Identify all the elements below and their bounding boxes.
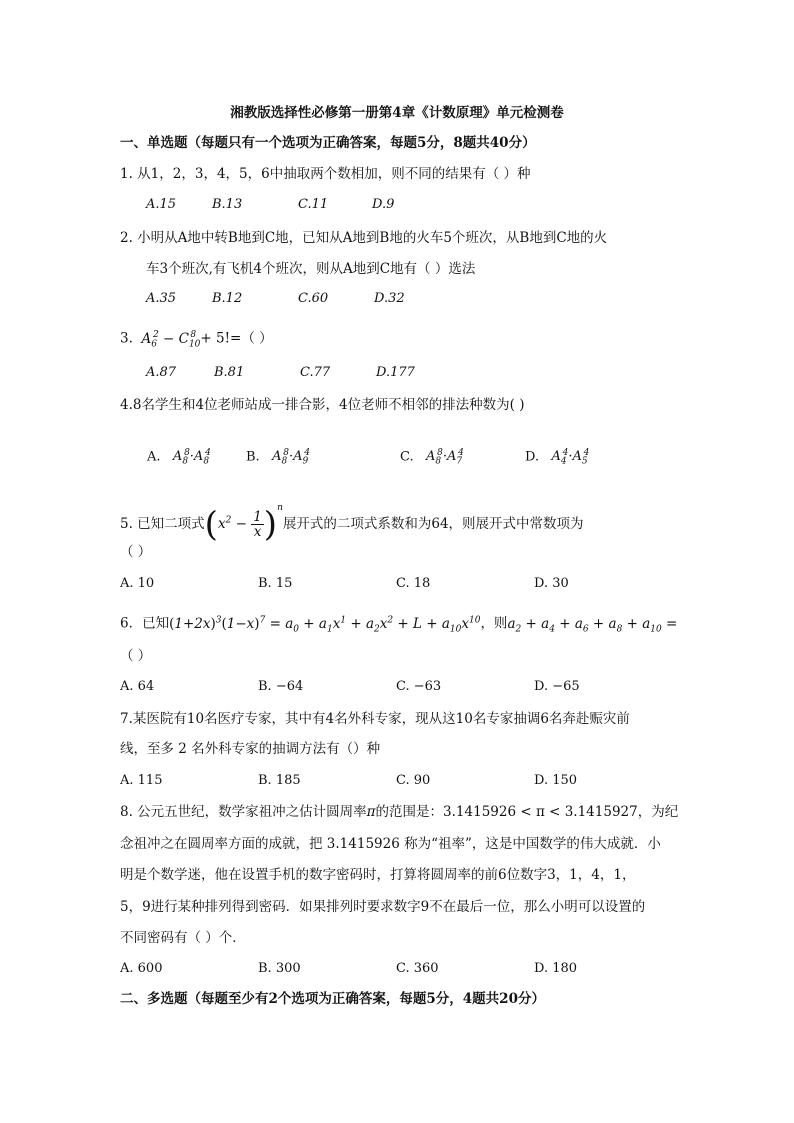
q8-line1-end: 的范围是：3.1415926 < π < 3.1415927，为纪 [375, 804, 679, 820]
q6-mid: ，则 [480, 615, 508, 632]
q4-option-b [246, 444, 310, 471]
q3-option-b: B.81 [214, 365, 245, 380]
q2-option-a: A.35 [146, 291, 177, 306]
q3-formula: $A_6^2 - C_{10}^8$ [137, 330, 201, 350]
q6-expansion: $(1+2x)^3(1-x)^7 = a_0 + a_1x^1 + a_2x^2 + L + a_{10}x^{10}$ [169, 615, 481, 635]
q7-option-c: C. 90 [396, 773, 431, 788]
question-2-line1: 2. 小明从A地中转B地到C地，已知从A地到B地的火车5个班次，从B地到C地的火 [120, 230, 608, 246]
q6-prefix: 6．已知 [120, 615, 170, 632]
q7-option-d: D. 150 [534, 773, 578, 788]
q5-option-d: D. 30 [534, 576, 569, 591]
q2-option-b: B.12 [212, 291, 243, 306]
q8-line1-start: 8. 公元五世纪，数学家祖冲之估计圆周率 [120, 804, 367, 820]
q8-option-d: D. 180 [534, 961, 578, 976]
q8-option-b: B. 300 [258, 961, 301, 976]
question-6-stem [120, 611, 677, 638]
q1-option-d: D.9 [372, 197, 395, 212]
q4-option-d [525, 444, 589, 471]
section-heading-single-choice: 一、单选题（每题只有一个选项为正确答案，每题5分，8题共40分） [120, 135, 536, 151]
q5-answer-blank: （ ） [120, 544, 152, 560]
pi-symbol: π [366, 804, 376, 820]
q6-option-c: C. −63 [396, 679, 442, 694]
q7-option-b: B. 185 [258, 773, 301, 788]
question-7-line2: 线，至多 2 名外科专家的抽调方法有（）种 [120, 741, 381, 757]
q4-option-d-formula: $A_4^4\cdot A_5^4$ [543, 448, 590, 467]
question-8-line1 [120, 803, 678, 821]
q1-option-b: B.13 [212, 197, 243, 212]
q3-number: 3. [120, 330, 133, 347]
q1-option-c: C.11 [298, 197, 329, 212]
q3-option-a: A.87 [146, 365, 177, 380]
question-8-line5: 不同密码有（ ）个． [120, 930, 246, 946]
question-5-stem [120, 488, 584, 545]
q6-answer-blank: （ ） [120, 648, 152, 664]
q8-option-c: C. 360 [396, 961, 439, 976]
q4-option-a [147, 444, 211, 471]
q5-binomial: ($x^2$ − $\frac{1}{x}$ )$^n$ [204, 503, 283, 545]
q4-option-b-formula: $A_8^8\cdot A_9^4$ [263, 448, 310, 467]
q5-suffix: 展开式的二项式系数和为64，则展开式中常数项为 [282, 516, 584, 532]
q4-option-a-label: A. [147, 449, 161, 465]
q3-formula-tail: + 5!=（ ） [200, 330, 273, 347]
question-4-stem: 4.8名学生和4位老师站成一排合影，4位老师不相邻的排法种数为( ) [120, 397, 525, 413]
question-3-stem [120, 326, 273, 353]
question-2-line2: 车3个班次,有飞机4个班次，则从A地到C地有（ ）选法 [146, 261, 476, 277]
q5-option-c: C. 18 [396, 576, 431, 591]
q3-option-c: C.77 [300, 365, 331, 380]
q4-option-a-formula: $A_8^8\cdot A_8^4$ [164, 448, 211, 467]
q8-option-a: A. 600 [120, 961, 163, 976]
q4-option-c-formula: $A_8^8\cdot A_7^4$ [417, 448, 464, 467]
q2-option-d: D.32 [374, 291, 405, 306]
q6-option-d: D. −65 [534, 679, 580, 694]
q5-prefix: 5. 已知二项式 [120, 516, 205, 532]
q5-option-b: B. 15 [258, 576, 293, 591]
question-8-line3: 明是个数学迷，他在设置手机的数字密码时，打算将圆周率的前6位数字3，1，4，1， [120, 867, 636, 883]
q4-option-d-label: D. [525, 449, 540, 465]
q6-option-b: B. −64 [258, 679, 304, 694]
question-8-line4: 5，9进行某种排列得到密码．如果排列时要求数字9不在最后一位，那么小明可以设置的 [120, 899, 646, 915]
q4-option-b-label: B. [246, 449, 260, 465]
q7-option-a: A. 115 [120, 773, 163, 788]
question-8-line2: 念祖冲之在圆周率方面的成就，把 3.1415926 称为“祖率”，这是中国数学的伟大成就．小 [120, 836, 661, 852]
section-heading-multiple-choice: 二、多选题（每题至少有2个选项为正确答案，每题5分，4题共20分） [120, 991, 545, 1007]
q4-option-c [400, 444, 464, 471]
q5-option-a: A. 10 [120, 576, 155, 591]
q4-option-c-label: C. [400, 449, 414, 465]
q3-option-d: D.177 [376, 365, 415, 380]
q6-sum: $a_2 + a_4 + a_6 + a_8 + a_{10}$ = [507, 615, 678, 635]
q6-option-a: A. 64 [120, 679, 155, 694]
question-7-line1: 7.某医院有10名医疗专家，其中有4名外科专家，现从这10名专家抽调6名奔赴赈灾前 [120, 711, 630, 727]
document-title: 湘教版选择性必修第一册第4章《计数原理》单元检测卷 [230, 105, 564, 121]
q2-option-c: C.60 [298, 291, 329, 306]
q1-option-a: A.15 [146, 197, 177, 212]
question-1-stem: 1. 从1，2，3，4，5，6中抽取两个数相加，则不同的结果有（ ）种 [120, 166, 531, 182]
